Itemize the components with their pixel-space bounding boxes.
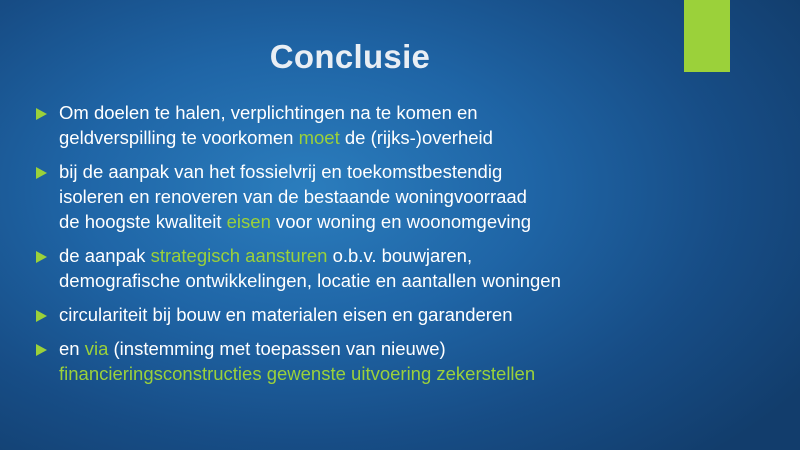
slide-title: Conclusie bbox=[269, 38, 431, 75]
bullet-line bbox=[59, 302, 776, 327]
bullet-text: de (rijks-)overheid bbox=[339, 127, 493, 148]
bullet-line bbox=[59, 159, 776, 184]
highlight-text: via bbox=[84, 338, 109, 359]
highlight-text: financieringsconstructies gewenste uitvoering zekerstellen bbox=[59, 363, 536, 384]
bullet-text: de hoogste kwaliteit bbox=[59, 211, 227, 232]
bullet-line bbox=[59, 336, 776, 361]
bullet-text: Om doelen te halen, verplichtingen na te komen en bbox=[59, 102, 478, 123]
bullet-text: geldverspilling te voorkomen bbox=[59, 127, 299, 148]
triangle-right-icon bbox=[36, 108, 47, 120]
bullet-item bbox=[36, 243, 776, 293]
triangle-right-icon bbox=[36, 310, 47, 322]
bullet-item bbox=[36, 336, 776, 386]
bullet-item bbox=[36, 302, 776, 327]
bullet-line bbox=[59, 184, 776, 209]
bullet-text: isoleren en renoveren van de bestaande woningvoorraad bbox=[59, 186, 527, 207]
bullet-text: circulariteit bij bouw en materialen eisen en garanderen bbox=[59, 304, 513, 325]
bullet-text: de aanpak bbox=[59, 245, 151, 266]
bullet-line bbox=[59, 361, 776, 386]
triangle-right-icon bbox=[36, 344, 47, 356]
triangle-right-icon bbox=[36, 167, 47, 179]
highlight-text: strategisch aansturen bbox=[150, 245, 328, 266]
bullet-item bbox=[36, 100, 776, 150]
bullet-line bbox=[59, 125, 776, 150]
bullet-line bbox=[59, 243, 776, 268]
bullet-item bbox=[36, 159, 776, 234]
bullet-text: demografische ontwikkelingen, locatie en aantallen woningen bbox=[59, 270, 561, 291]
bullet-line bbox=[59, 209, 776, 234]
bullet-text: bij de aanpak van het fossielvrij en toekomstbestendig bbox=[59, 161, 503, 182]
triangle-right-icon bbox=[36, 251, 47, 263]
bullet-text: en bbox=[59, 338, 85, 359]
bullet-text: voor woning en woonomgeving bbox=[270, 211, 532, 232]
bullet-list bbox=[36, 100, 776, 395]
highlight-text: eisen bbox=[226, 211, 271, 232]
bullet-text: o.b.v. bouwjaren, bbox=[327, 245, 473, 266]
bullet-text: (instemming met toepassen van nieuwe) bbox=[108, 338, 446, 359]
bullet-line bbox=[59, 100, 776, 125]
highlight-text: moet bbox=[298, 127, 340, 148]
bullet-line bbox=[59, 268, 776, 293]
